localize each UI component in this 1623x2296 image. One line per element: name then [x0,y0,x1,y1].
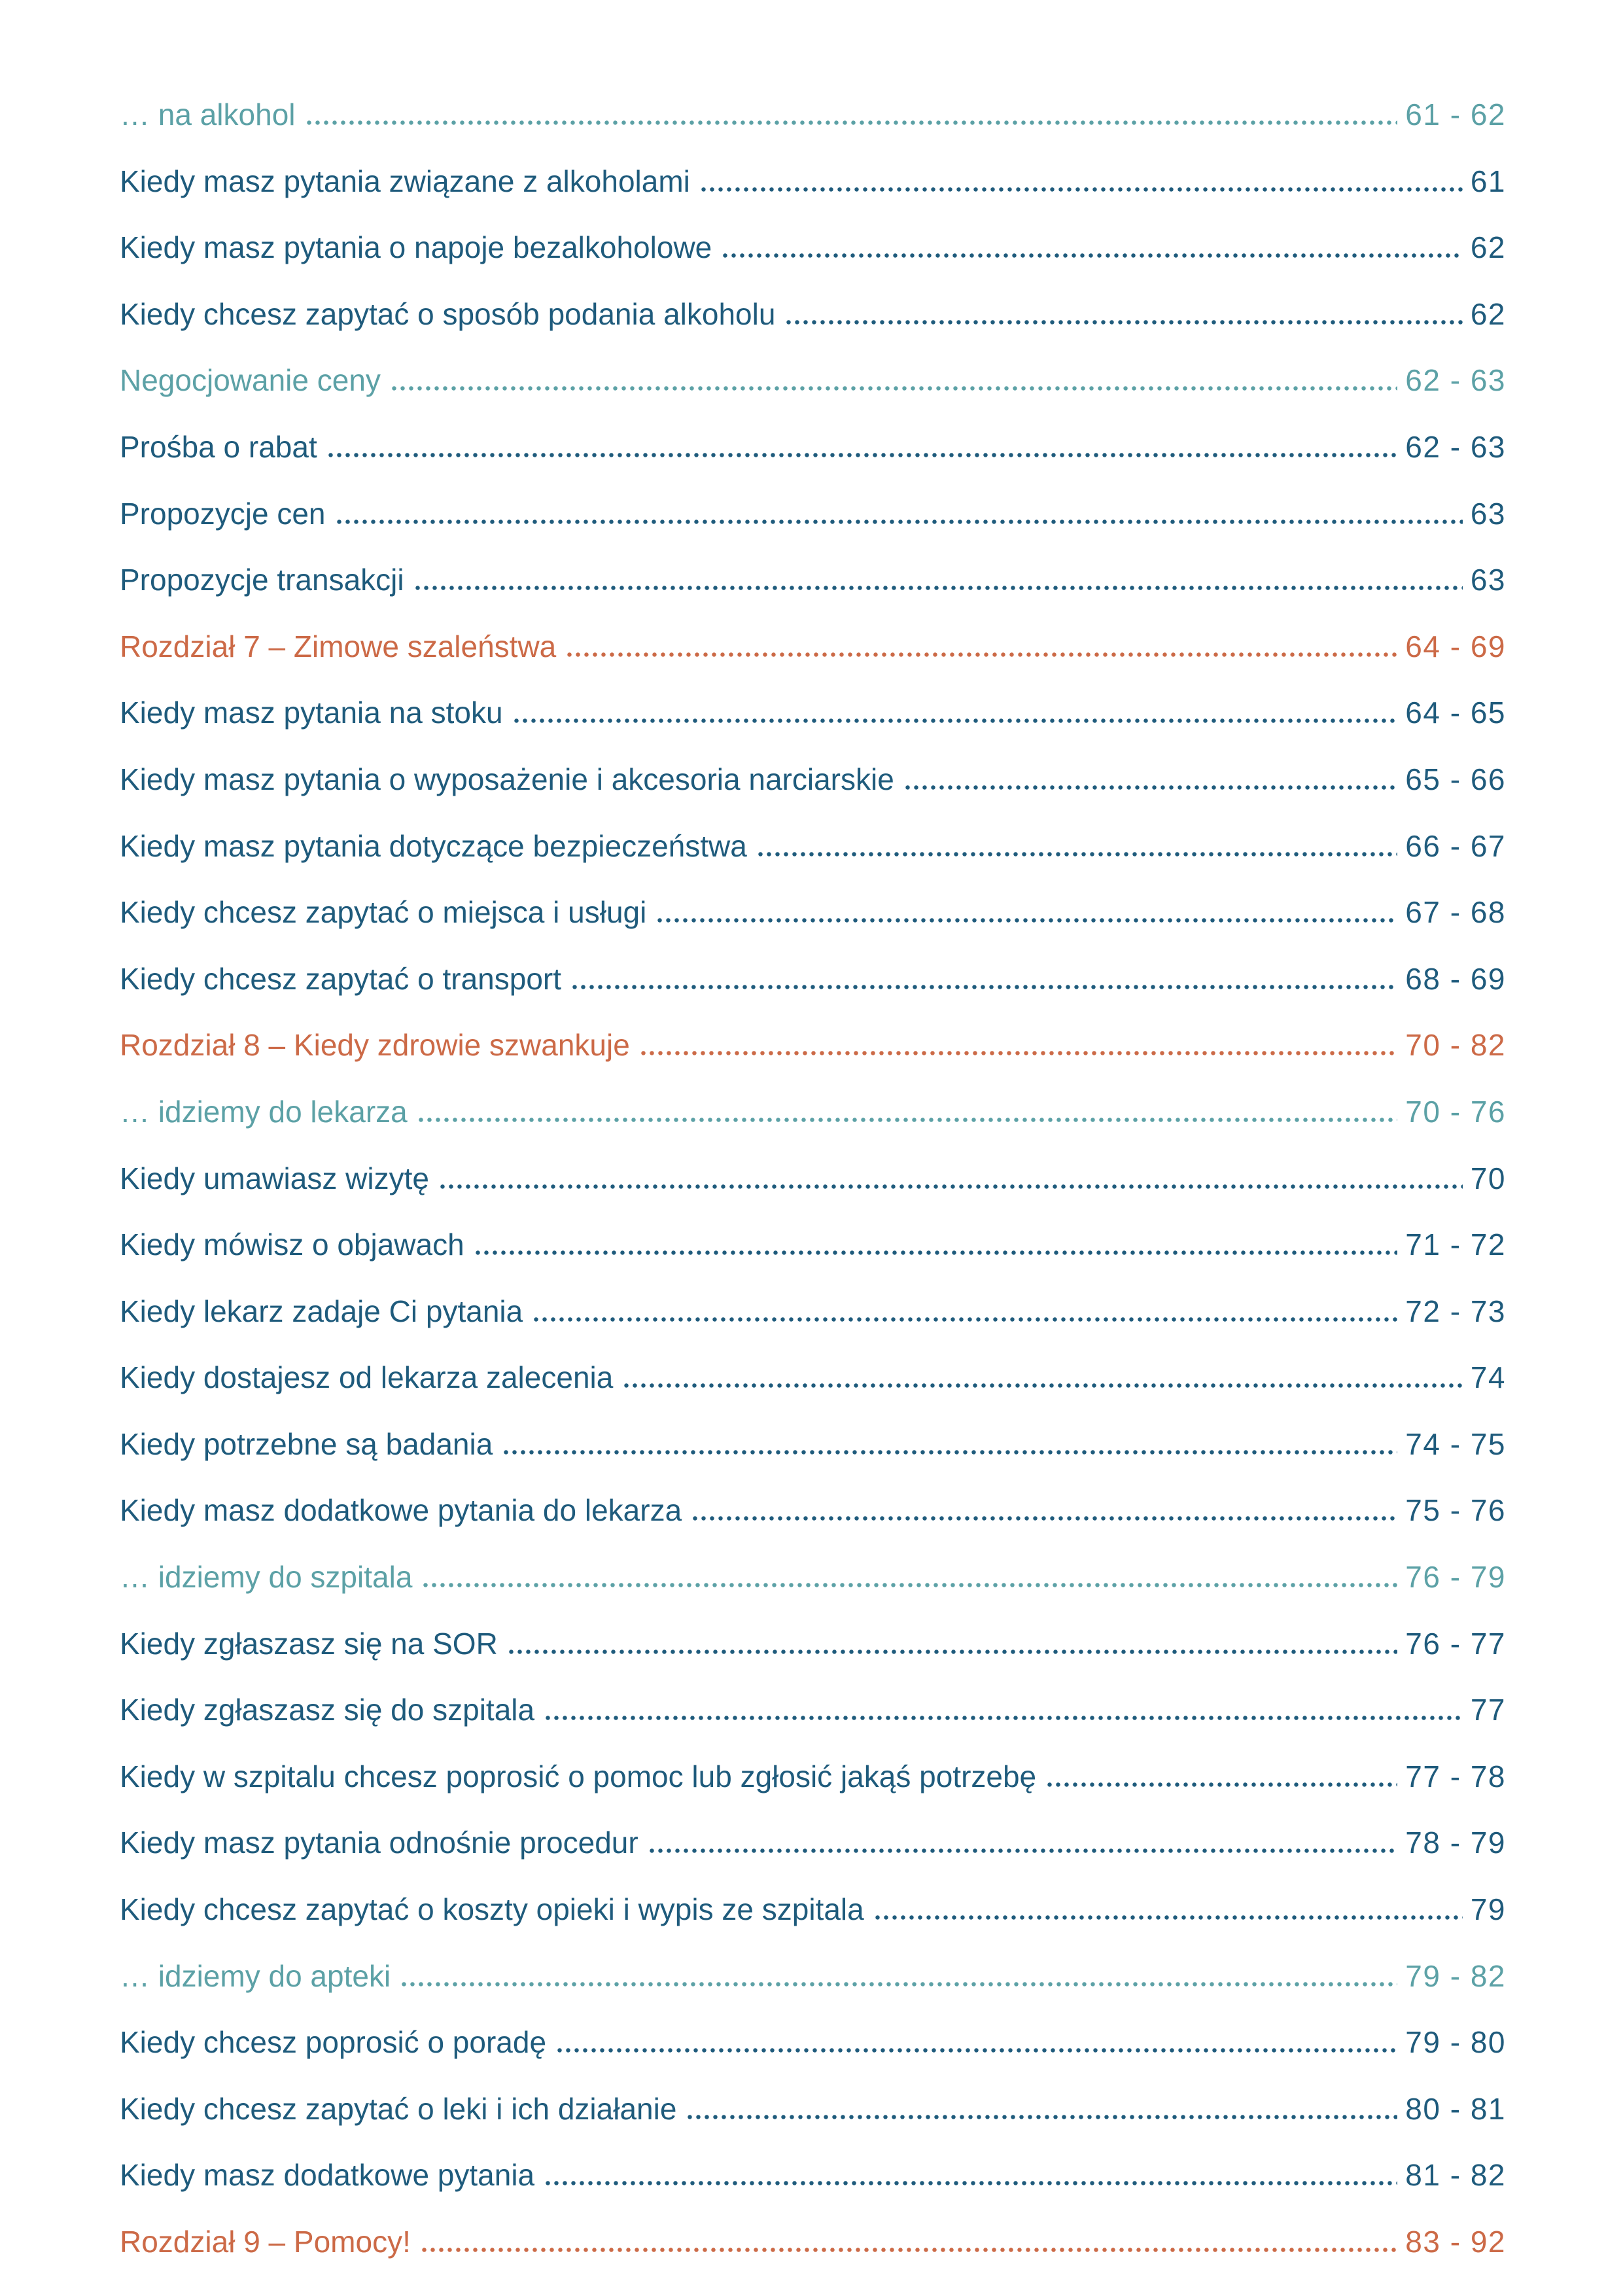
toc-row-item [120,1826,1506,1893]
toc-entry-label: Kiedy chcesz zapytać o sposób podania alkoholu [120,296,776,331]
toc-row-item [120,1627,1506,1694]
toc-entry-pages: 79 [1470,1892,1506,1927]
dot-leader [502,1450,1397,1455]
dot-leader [474,1250,1398,1255]
toc-entry-pages: 62 [1470,296,1506,331]
toc-row-item [120,431,1506,497]
toc-entry-label: Kiedy masz pytania odnośnie procedur [120,1826,638,1860]
dot-leader [413,586,1463,590]
toc-row-item [120,563,1506,630]
toc-entry-pages: 78 - 79 [1405,1826,1506,1860]
toc-row-item [120,1361,1506,1428]
toc-entry-pages: 74 [1470,1360,1506,1395]
toc-row-subsection [120,1561,1506,1627]
toc-row-chapter [120,630,1506,697]
toc-entry-label: Rozdział 7 – Zimowe szaleństwa [120,629,557,663]
toc-row-item [120,963,1506,1029]
dot-leader [544,2181,1397,2185]
dot-leader [544,1716,1463,1720]
toc-row-subsection [120,98,1506,165]
toc-entry-pages: 80 - 81 [1405,2091,1506,2126]
toc-row-item [120,2093,1506,2159]
table-of-contents [120,98,1506,2292]
toc-entry-pages: 62 - 63 [1405,363,1506,398]
dot-leader [721,253,1463,258]
toc-entry-label: Kiedy w szpitalu chcesz poprosić o pomoc lub zgłosić jakąś potrzebę [120,1759,1037,1793]
dot-leader [903,785,1398,790]
toc-entry-label: Kiedy chcesz zapytać o koszty opieki i wypis ze szpitala [120,1892,864,1927]
toc-entry-pages: 62 - 63 [1405,429,1506,464]
toc-row-item [120,2026,1506,2093]
toc-entry-label: Propozycje cen [120,496,326,531]
toc-entry-label: Prośba o rabat [120,429,317,464]
toc-row-subsection [120,364,1506,431]
toc-entry-label: Negocjowanie ceny [120,363,381,398]
toc-entry-pages: 71 - 72 [1405,1227,1506,1262]
toc-entry-pages: 79 - 82 [1405,1958,1506,1993]
toc-entry-pages: 70 [1470,1161,1506,1195]
toc-row-item [120,1494,1506,1561]
toc-row-chapter [120,2225,1506,2292]
toc-entry-pages: 81 - 82 [1405,2158,1506,2193]
dot-leader [565,652,1397,657]
toc-entry-label: Kiedy potrzebne są badania [120,1426,493,1461]
toc-row-item [120,2159,1506,2225]
toc-row-item [120,165,1506,232]
toc-entry-label: Kiedy umawiasz wizytę [120,1161,429,1195]
toc-entry-pages: 65 - 66 [1405,762,1506,796]
dot-leader [784,320,1462,325]
dot-leader [335,520,1463,524]
toc-entry-label: Kiedy zgłaszasz się na SOR [120,1626,498,1661]
toc-row-item [120,231,1506,298]
toc-row-item [120,1760,1506,1827]
toc-entry-pages: 72 - 73 [1405,1294,1506,1328]
dot-leader [1045,1782,1397,1787]
toc-entry-label: Kiedy masz pytania o wyposażenie i akcesoria narciarskie [120,762,894,796]
toc-entry-pages: 63 [1470,563,1506,597]
dot-leader [507,1650,1397,1654]
toc-entry-pages: 61 [1470,164,1506,198]
toc-row-item [120,497,1506,564]
toc-row-item [120,1893,1506,1960]
toc-entry-pages: 77 [1470,1693,1506,1727]
toc-entry-label: Kiedy masz dodatkowe pytania [120,2158,535,2193]
dot-leader [699,187,1463,192]
toc-entry-pages: 61 - 62 [1405,97,1506,132]
toc-entry-label: Rozdział 9 – Pomocy! [120,2225,411,2259]
toc-entry-pages: 68 - 69 [1405,961,1506,996]
dot-leader [756,852,1397,857]
dot-leader [420,2248,1397,2252]
dot-leader [512,718,1398,723]
toc-row-item [120,763,1506,830]
toc-entry-pages: 75 - 76 [1405,1493,1506,1528]
toc-entry-pages: 83 - 92 [1405,2225,1506,2259]
toc-entry-label: Kiedy zgłaszasz się do szpitala [120,1693,535,1727]
toc-entry-label: Kiedy masz pytania na stoku [120,696,503,730]
toc-entry-pages: 67 - 68 [1405,895,1506,930]
dot-leader [390,386,1397,391]
toc-row-item [120,830,1506,896]
toc-entry-pages: 62 [1470,230,1506,265]
dot-leader [873,1915,1463,1920]
toc-entry-label: … idziemy do lekarza [120,1094,408,1129]
dot-leader [570,985,1397,989]
toc-entry-label: Kiedy masz pytania o napoje bezalkoholowe [120,230,712,265]
toc-row-item [120,896,1506,963]
dot-leader [648,1848,1398,1853]
toc-entry-pages: 70 - 76 [1405,1094,1506,1129]
toc-entry-label: Kiedy mówisz o objawach [120,1227,464,1262]
toc-entry-pages: 64 - 69 [1405,629,1506,663]
toc-entry-label: … na alkohol [120,97,296,132]
toc-entry-pages: 76 - 77 [1405,1626,1506,1661]
toc-entry-label: Kiedy chcesz zapytać o transport [120,961,561,996]
toc-row-item [120,1295,1506,1362]
toc-entry-label: Propozycje transakcji [120,563,404,597]
toc-row-subsection [120,1960,1506,2026]
toc-entry-pages: 70 - 82 [1405,1028,1506,1063]
toc-row-item [120,696,1506,763]
toc-entry-pages: 66 - 67 [1405,828,1506,863]
dot-leader [691,1516,1397,1521]
toc-entry-label: Kiedy masz dodatkowe pytania do lekarza [120,1493,682,1528]
toc-entry-pages: 64 - 65 [1405,696,1506,730]
toc-row-item [120,298,1506,364]
toc-entry-pages: 63 [1470,496,1506,531]
toc-entry-label: Rozdział 8 – Kiedy zdrowie szwankuje [120,1028,630,1063]
toc-entry-pages: 76 - 79 [1405,1560,1506,1595]
toc-row-item [120,1693,1506,1760]
dot-leader [305,120,1398,125]
toc-row-item [120,1162,1506,1229]
toc-entry-label: Kiedy masz pytania związane z alkoholami [120,164,690,198]
toc-entry-label: Kiedy lekarz zadaje Ci pytania [120,1294,523,1328]
dot-leader [655,918,1397,923]
toc-entry-pages: 74 - 75 [1405,1426,1506,1461]
dot-leader [326,453,1398,457]
dot-leader [622,1383,1463,1388]
toc-row-subsection [120,1095,1506,1162]
toc-entry-label: Kiedy masz pytania dotyczące bezpieczeństwa [120,828,747,863]
toc-entry-label: … idziemy do apteki [120,1958,391,1993]
dot-leader [639,1051,1397,1055]
toc-entry-pages: 79 - 80 [1405,2025,1506,2060]
toc-entry-label: Kiedy dostajesz od lekarza zalecenia [120,1360,614,1395]
dot-leader [686,2115,1397,2119]
dot-leader [417,1118,1398,1122]
dot-leader [555,2048,1397,2053]
dot-leader [532,1317,1397,1322]
toc-row-item [120,1428,1506,1494]
toc-row-item [120,1228,1506,1295]
toc-entry-pages: 77 - 78 [1405,1759,1506,1793]
dot-leader [400,1982,1397,1987]
toc-entry-label: … idziemy do szpitala [120,1560,413,1595]
toc-entry-label: Kiedy chcesz zapytać o leki i ich działanie [120,2091,677,2126]
dot-leader [438,1184,1463,1189]
dot-leader [421,1583,1397,1587]
toc-row-chapter [120,1029,1506,1095]
toc-entry-label: Kiedy chcesz zapytać o miejsca i usługi [120,895,647,930]
toc-entry-label: Kiedy chcesz poprosić o poradę [120,2025,547,2060]
